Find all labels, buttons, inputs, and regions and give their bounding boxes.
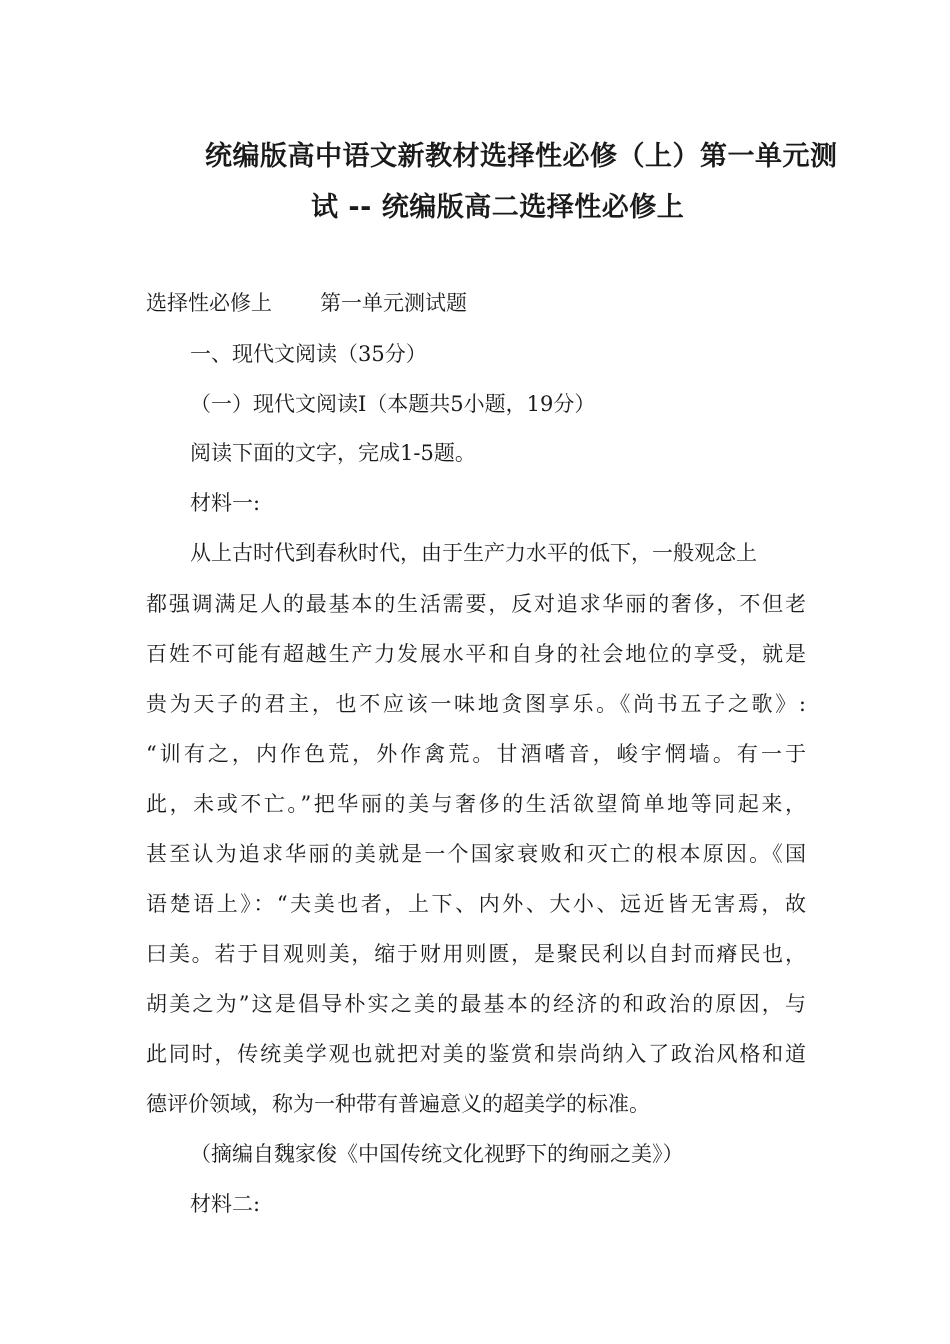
paragraph-line: 甚至认为追求华丽的美就是一个国家衰败和灭亡的根本原因。《国 — [146, 842, 806, 866]
paragraph-line: 语楚语上》：“夫美也者，上下、内外、大小、远近皆无害焉，故 — [146, 892, 806, 916]
subsection-heading: （一）现代文阅读Ⅰ（本题共5小题，19分） — [190, 392, 596, 416]
paragraph-line: “训有之，内作色荒，外作禽荒。甘酒嗜音，峻宇惘墙。有一于 — [146, 742, 806, 766]
instruction-text: 阅读下面的文字，完成1-5题。 — [190, 441, 476, 465]
paragraph-line: 胡美之为”这是倡导朴实之美的最基本的经济的和政治的原因，与 — [146, 992, 806, 1016]
paragraph-line: 此同时，传统美学观也就把对美的鉴赏和崇尚纳入了政治风格和道 — [146, 1042, 806, 1066]
paragraph-line: 从上古时代到春秋时代，由于生产力水平的低下，一般观念上 — [190, 541, 757, 565]
paragraph-line: 德评价领域，称为一种带有普遍意义的超美学的标准。 — [146, 1092, 650, 1116]
section-heading: 一、现代文阅读（35分） — [190, 342, 427, 366]
header-left: 选择性必修上 — [146, 291, 272, 315]
header-line — [146, 287, 467, 317]
document-title-line-1: 统编版高中语文新教材选择性必修（上）第一单元测 — [205, 141, 838, 172]
paragraph-line: 都强调满足人的最基本的生活需要，反对追求华丽的奢侈，不但老 — [146, 592, 806, 616]
source-citation: （摘编自魏家俊《中国传统文化视野下的绚丽之美》） — [190, 1142, 684, 1166]
paragraph-line: 曰美。若于目观则美，缩于财用则匮，是聚民利以自封而瘠民也， — [146, 942, 806, 966]
paragraph-line: 百姓不可能有超越生产力发展水平和自身的社会地位的享受，就是 — [146, 642, 806, 666]
paragraph-line: 此，未或不亡。”把华丽的美与奢侈的生活欲望简单地等同起来， — [146, 792, 806, 816]
material-2-label: 材料二: — [190, 1192, 261, 1216]
document-title-line-2: 试 -- 统编版高二选择性必修上 — [311, 192, 685, 223]
paragraph-line: 贵为天子的君主，也不应该一味地贪图享乐。《尚书五子之歌》: — [146, 692, 806, 716]
header-right: 第一单元测试题 — [320, 291, 467, 315]
material-1-label: 材料一: — [190, 491, 261, 515]
